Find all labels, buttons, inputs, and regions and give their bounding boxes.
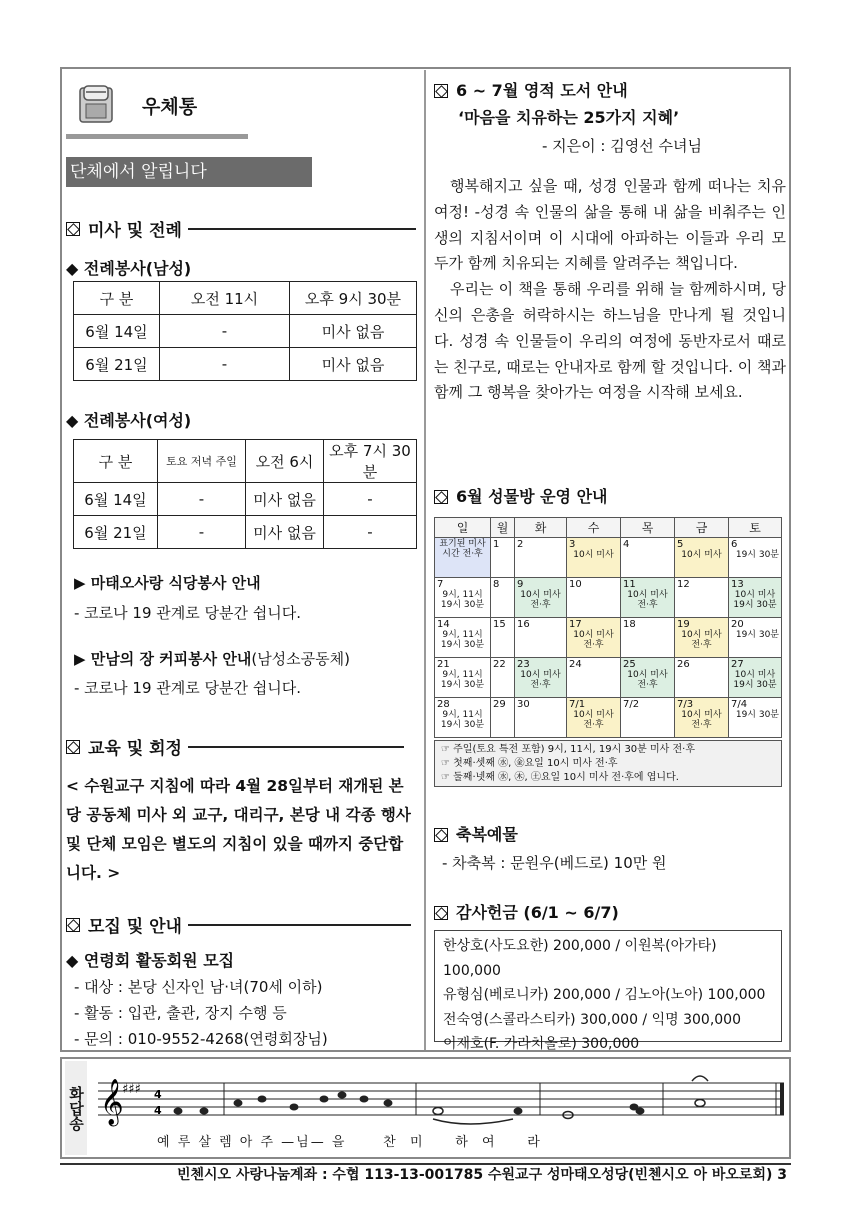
calendar-date: 28 <box>437 699 450 710</box>
music-staff <box>98 1071 786 1127</box>
calendar-event: 19시 30분 <box>735 550 779 560</box>
calendar-week-row <box>435 658 782 698</box>
calendar-week-row <box>435 618 782 658</box>
recruit-line: - 활동 : 입관, 출관, 장지 수행 등 <box>74 1004 287 1022</box>
mailbox-icon <box>76 82 116 126</box>
psalm-label: 화답송 <box>65 1061 87 1155</box>
calendar-day-cell <box>729 698 782 738</box>
notice-banner: 단체에서 알립니다 <box>66 157 312 187</box>
book-subtitle: ‘마음을 치유하는 25가지 지혜’ <box>458 108 680 127</box>
svg-text:𝄞: 𝄞 <box>100 1079 124 1125</box>
table-header: 구 분 <box>74 440 158 483</box>
calendar-date: 21 <box>437 659 450 670</box>
calendar-date: 18 <box>623 619 636 630</box>
day-header: 금 <box>675 518 729 538</box>
cafeteria-heading: ▶ 마태오사랑 식당봉사 안내 <box>74 574 261 592</box>
calendar-day-cell <box>567 698 621 738</box>
calendar-date: 17 <box>569 619 582 630</box>
section-box-icon <box>66 918 80 932</box>
table-row <box>74 348 417 381</box>
calendar-day-cell <box>675 578 729 618</box>
table-cell: 미사 없음 <box>246 516 324 549</box>
calendar-day-cell <box>567 578 621 618</box>
calendar-event: 10시 미사 전·후 <box>520 670 561 690</box>
section-box-icon <box>434 906 448 920</box>
calendar-note: ☞ 주일(토요 특전 포함) 9시, 11시, 19시 30분 미사 전·후 <box>441 744 696 755</box>
calendar-notes <box>434 740 782 787</box>
male-service-heading: ◆ 전례봉사(남성) <box>66 259 192 278</box>
calendar-day-row <box>435 518 782 538</box>
donation-line: 한상호(사도요한) 200,000 / 이원복(아가타) 100,000 <box>443 938 717 979</box>
heading-text: 전례봉사(여성) <box>83 411 192 430</box>
calendar-event: 10시 미사 전·후 <box>520 590 561 610</box>
calendar-day-cell <box>729 578 782 618</box>
table-cell: 미사 없음 <box>290 315 417 348</box>
calendar-date: 7/1 <box>569 699 586 710</box>
table-row <box>74 516 417 549</box>
calendar-date: 30 <box>517 699 530 710</box>
calendar-day-cell <box>621 658 675 698</box>
table-cell: - <box>324 483 417 516</box>
calendar-event: 10시 미사 전·후 <box>627 670 668 690</box>
calendar-date: 19 <box>677 619 690 630</box>
table-cell: - <box>324 516 417 549</box>
calendar-day-cell <box>515 658 567 698</box>
heading-suffix: (남성소공동체) <box>251 650 350 668</box>
calendar-day-cell <box>621 698 675 738</box>
calendar-event: 9시, 11시 19시 30분 <box>440 590 485 610</box>
heading-text: 연령회 활동회원 모집 <box>83 951 235 970</box>
calendar-date: 22 <box>493 659 506 670</box>
calendar-note: ☞ 둘째·넷째 ㊌, ㊍, ㊏요일 10시 미사 전·후에 엽니다. <box>441 772 679 783</box>
calendar-day-cell <box>621 578 675 618</box>
calendar-event: 10시 미사 19시 30분 <box>733 590 777 610</box>
section-box-icon <box>434 828 448 842</box>
section-title: 미사 및 전례 <box>88 221 182 241</box>
table-header-row <box>74 440 417 483</box>
section-mass-heading <box>66 216 416 241</box>
table-header: 오후 9시 30분 <box>290 282 417 315</box>
day-header: 화 <box>515 518 567 538</box>
day-header: 수 <box>567 518 621 538</box>
calendar-date: 2 <box>517 539 524 550</box>
svg-text:4: 4 <box>154 1104 162 1117</box>
calendar-date: 5 <box>677 539 684 550</box>
calendar-day-cell <box>675 698 729 738</box>
donation-line: 유형심(베로니카) 200,000 / 김노아(노아) 100,000 <box>443 987 766 1003</box>
book-paragraph: 행복해지고 싶을 때, 성경 인물과 함께 떠나는 치유 여정! -성경 속 인물의 삶을 통해 내 삶을 비춰주는 인생의 지침서이며 이 시대에 아파하는 이들과 우리 모두가 함께 치유되는 지혜를 알려주는 책입니다. <box>434 177 786 273</box>
calendar-date: 3 <box>569 539 576 550</box>
calendar-day-cell <box>567 658 621 698</box>
table-cell: 6월 14일 <box>74 315 160 348</box>
donation-list <box>434 930 782 1052</box>
donation-heading <box>434 900 619 923</box>
calendar-day-cell <box>729 618 782 658</box>
table-cell: 6월 14일 <box>74 483 158 516</box>
day-header: 일 <box>435 518 491 538</box>
calendar-date: 27 <box>731 659 744 670</box>
calendar-event: 10시 미사 전·후 <box>681 630 722 650</box>
table-cell: - <box>160 348 290 381</box>
table-header: 토요 저녁 주일 <box>158 440 246 483</box>
calendar-body <box>435 538 782 738</box>
calendar-date: 12 <box>677 579 690 590</box>
responsorial-psalm-box <box>60 1057 791 1159</box>
calendar-day-cell <box>491 578 515 618</box>
blessing-text: - 차축복 : 문원우(베드로) 10만 원 <box>442 854 667 872</box>
education-notice: < 수원교구 지침에 따라 4월 28일부터 재개된 본당 공동체 미사 외 교구, 대리구, 본당 내 각종 행사 및 단체 모임은 별도의 지침이 있을 때까지 중단합니다. > <box>66 777 411 882</box>
section-box-icon <box>434 84 448 98</box>
calendar-day-cell <box>675 538 729 578</box>
section-title: 교육 및 회정 <box>88 739 182 759</box>
table-cell: - <box>160 315 290 348</box>
calendar-date: 7/2 <box>623 699 640 710</box>
table-header-row <box>74 282 417 315</box>
table-row <box>74 315 417 348</box>
table-header: 구 분 <box>74 282 160 315</box>
column-divider <box>424 70 426 1050</box>
calendar-event: 9시, 11시 19시 30분 <box>440 710 485 730</box>
day-header: 토 <box>729 518 782 538</box>
table-cell: 6월 21일 <box>74 348 160 381</box>
donation-line: 이재호(F. 카라치올로) 300,000 <box>443 1036 640 1052</box>
calendar-day-cell <box>515 618 567 658</box>
calendar-day-cell <box>567 538 621 578</box>
calendar-date: 1 <box>493 539 500 550</box>
calendar-event: 표기된 미사 시간 전·후 <box>439 539 486 559</box>
calendar-event: 10시 미사 전·후 <box>681 710 722 730</box>
calendar-week-row <box>435 538 782 578</box>
calendar-date: 20 <box>731 619 744 630</box>
calendar-day-cell <box>491 618 515 658</box>
coffee-heading: ▶ 만남의 장 커피봉사 안내(남성소공동체) <box>74 650 350 668</box>
heading-text: 6월 성물방 운영 안내 <box>456 487 608 506</box>
calendar-event: 10시 미사 전·후 <box>573 630 614 650</box>
section-box-icon <box>434 490 448 504</box>
calendar-event: 19시 30분 <box>735 710 779 720</box>
section-education-heading <box>66 734 404 759</box>
calendar-date: 13 <box>731 579 744 590</box>
shop-calendar <box>434 517 782 738</box>
calendar-date: 14 <box>437 619 450 630</box>
donation-line: 전숙영(스콜라스티카) 300,000 / 익명 300,000 <box>443 1011 741 1028</box>
recruit-subheading: ◆ 연령회 활동회원 모집 <box>66 951 235 970</box>
heading-text: 전례봉사(남성) <box>83 259 192 278</box>
calendar-day-cell <box>515 698 567 738</box>
calendar-day-cell <box>515 538 567 578</box>
recruit-line: - 문의 : 010-9552-4268(연령회장님) <box>74 1030 328 1048</box>
section-box-icon <box>66 222 80 236</box>
calendar-date: 7/3 <box>677 699 694 710</box>
calendar-date: 25 <box>623 659 636 670</box>
calendar-day-cell <box>491 698 515 738</box>
calendar-event: 9시, 11시 19시 30분 <box>440 670 485 690</box>
calendar-date: 8 <box>493 579 500 590</box>
title-underline <box>66 134 248 139</box>
table-row <box>74 483 417 516</box>
calendar-date: 4 <box>623 539 630 550</box>
calendar-event: 10시 미사 <box>681 550 722 560</box>
calendar-week-row <box>435 578 782 618</box>
calendar-event: 9시, 11시 19시 30분 <box>440 630 485 650</box>
calendar-date: 15 <box>493 619 506 630</box>
heading-text: 만남의 장 커피봉사 안내 <box>90 650 252 668</box>
calendar-day-cell <box>435 618 491 658</box>
calendar-day-cell <box>621 618 675 658</box>
table-cell: 미사 없음 <box>246 483 324 516</box>
calendar-day-cell <box>621 538 675 578</box>
psalm-lyrics: 예 루 살 렘 아 주 —님— 을 찬 미 하 여 라 <box>157 1135 542 1150</box>
calendar-heading <box>434 484 608 507</box>
heading-rule <box>188 746 404 748</box>
section-box-icon <box>66 740 80 754</box>
coffee-text: - 코로나 19 관계로 당분간 쉽니다. <box>74 679 301 697</box>
calendar-event: 10시 미사 전·후 <box>627 590 668 610</box>
svg-text:♯♯♯: ♯♯♯ <box>122 1082 141 1097</box>
book-heading <box>434 78 628 101</box>
calendar-day-cell <box>491 538 515 578</box>
heading-text: 마태오사랑 식당봉사 안내 <box>90 574 261 592</box>
calendar-day-cell <box>435 658 491 698</box>
calendar-note: ☞ 첫째·셋째 ㊌, ㊎요일 10시 미사 전·후 <box>441 758 618 769</box>
page-title: 우체통 <box>142 96 198 118</box>
calendar-day-cell <box>435 578 491 618</box>
female-service-table <box>73 439 417 549</box>
calendar-date: 10 <box>569 579 582 590</box>
heading-rule <box>188 924 411 926</box>
calendar-day-cell <box>491 658 515 698</box>
heading-text: 감사헌금 (6/1 ~ 6/7) <box>456 903 619 922</box>
calendar-date: 11 <box>623 579 636 590</box>
calendar-date: 16 <box>517 619 530 630</box>
calendar-event: 10시 미사 전·후 <box>573 710 614 730</box>
calendar-date: 6 <box>731 539 738 550</box>
page-footer: 빈첸시오 사랑나눔계좌 : 수협 113-13-001785 수원교구 성마태오성당(빈첸시오 아 바오로회) 3 <box>176 1167 787 1183</box>
book-author: - 지은이 : 김영선 수녀님 <box>542 137 702 155</box>
calendar-day-cell <box>515 578 567 618</box>
calendar-day-cell <box>729 658 782 698</box>
calendar-day-cell <box>435 698 491 738</box>
book-paragraph: 우리는 이 책을 통해 우리를 위해 늘 함께하시며, 당신의 은총을 허락하시는 하느님을 만나게 될 것입니다. 성경 속 인물들이 우리의 여정에 동반자로서 때로는 친구로, 때로는 안내자로 함께 할 것입니다. 이 책과 함께 그 행복을 찾아가는 여정을 시작해 보세요. <box>434 280 786 402</box>
calendar-day-cell <box>729 538 782 578</box>
calendar-day-cell <box>567 618 621 658</box>
section-title: 모집 및 안내 <box>88 917 182 937</box>
calendar-day-cell <box>675 658 729 698</box>
table-header: 오후 7시 30분 <box>324 440 417 483</box>
calendar-date: 9 <box>517 579 524 590</box>
calendar-week-row <box>435 698 782 738</box>
calendar-date: 24 <box>569 659 582 670</box>
calendar-event: 19시 30분 <box>735 630 779 640</box>
calendar-date: 7/4 <box>731 699 748 710</box>
blessing-heading <box>434 822 518 845</box>
table-header: 오전 6시 <box>246 440 324 483</box>
day-header: 월 <box>491 518 515 538</box>
table-cell: - <box>158 516 246 549</box>
table-cell: 미사 없음 <box>290 348 417 381</box>
female-service-heading: ◆ 전례봉사(여성) <box>66 411 192 430</box>
calendar-event: 10시 미사 19시 30분 <box>733 670 777 690</box>
table-cell: 6월 21일 <box>74 516 158 549</box>
table-cell: - <box>158 483 246 516</box>
section-recruit-heading <box>66 912 411 937</box>
book-description <box>434 174 786 406</box>
male-service-table <box>73 281 417 381</box>
calendar-date: 26 <box>677 659 690 670</box>
calendar-day-cell <box>435 538 491 578</box>
calendar-date: 29 <box>493 699 506 710</box>
calendar-date: 23 <box>517 659 530 670</box>
cafeteria-text: - 코로나 19 관계로 당분간 쉽니다. <box>74 604 301 622</box>
day-header: 목 <box>621 518 675 538</box>
svg-text:4: 4 <box>154 1088 162 1101</box>
calendar-date: 7 <box>437 579 444 590</box>
heading-rule <box>188 228 416 230</box>
calendar-day-cell <box>675 618 729 658</box>
heading-text: 6 ~ 7월 영적 도서 안내 <box>456 81 628 100</box>
heading-text: 축복예물 <box>456 825 518 844</box>
recruit-line: - 대상 : 본당 신자인 남·녀(70세 이하) <box>74 978 323 996</box>
table-header: 오전 11시 <box>160 282 290 315</box>
calendar-event: 10시 미사 <box>573 550 614 560</box>
